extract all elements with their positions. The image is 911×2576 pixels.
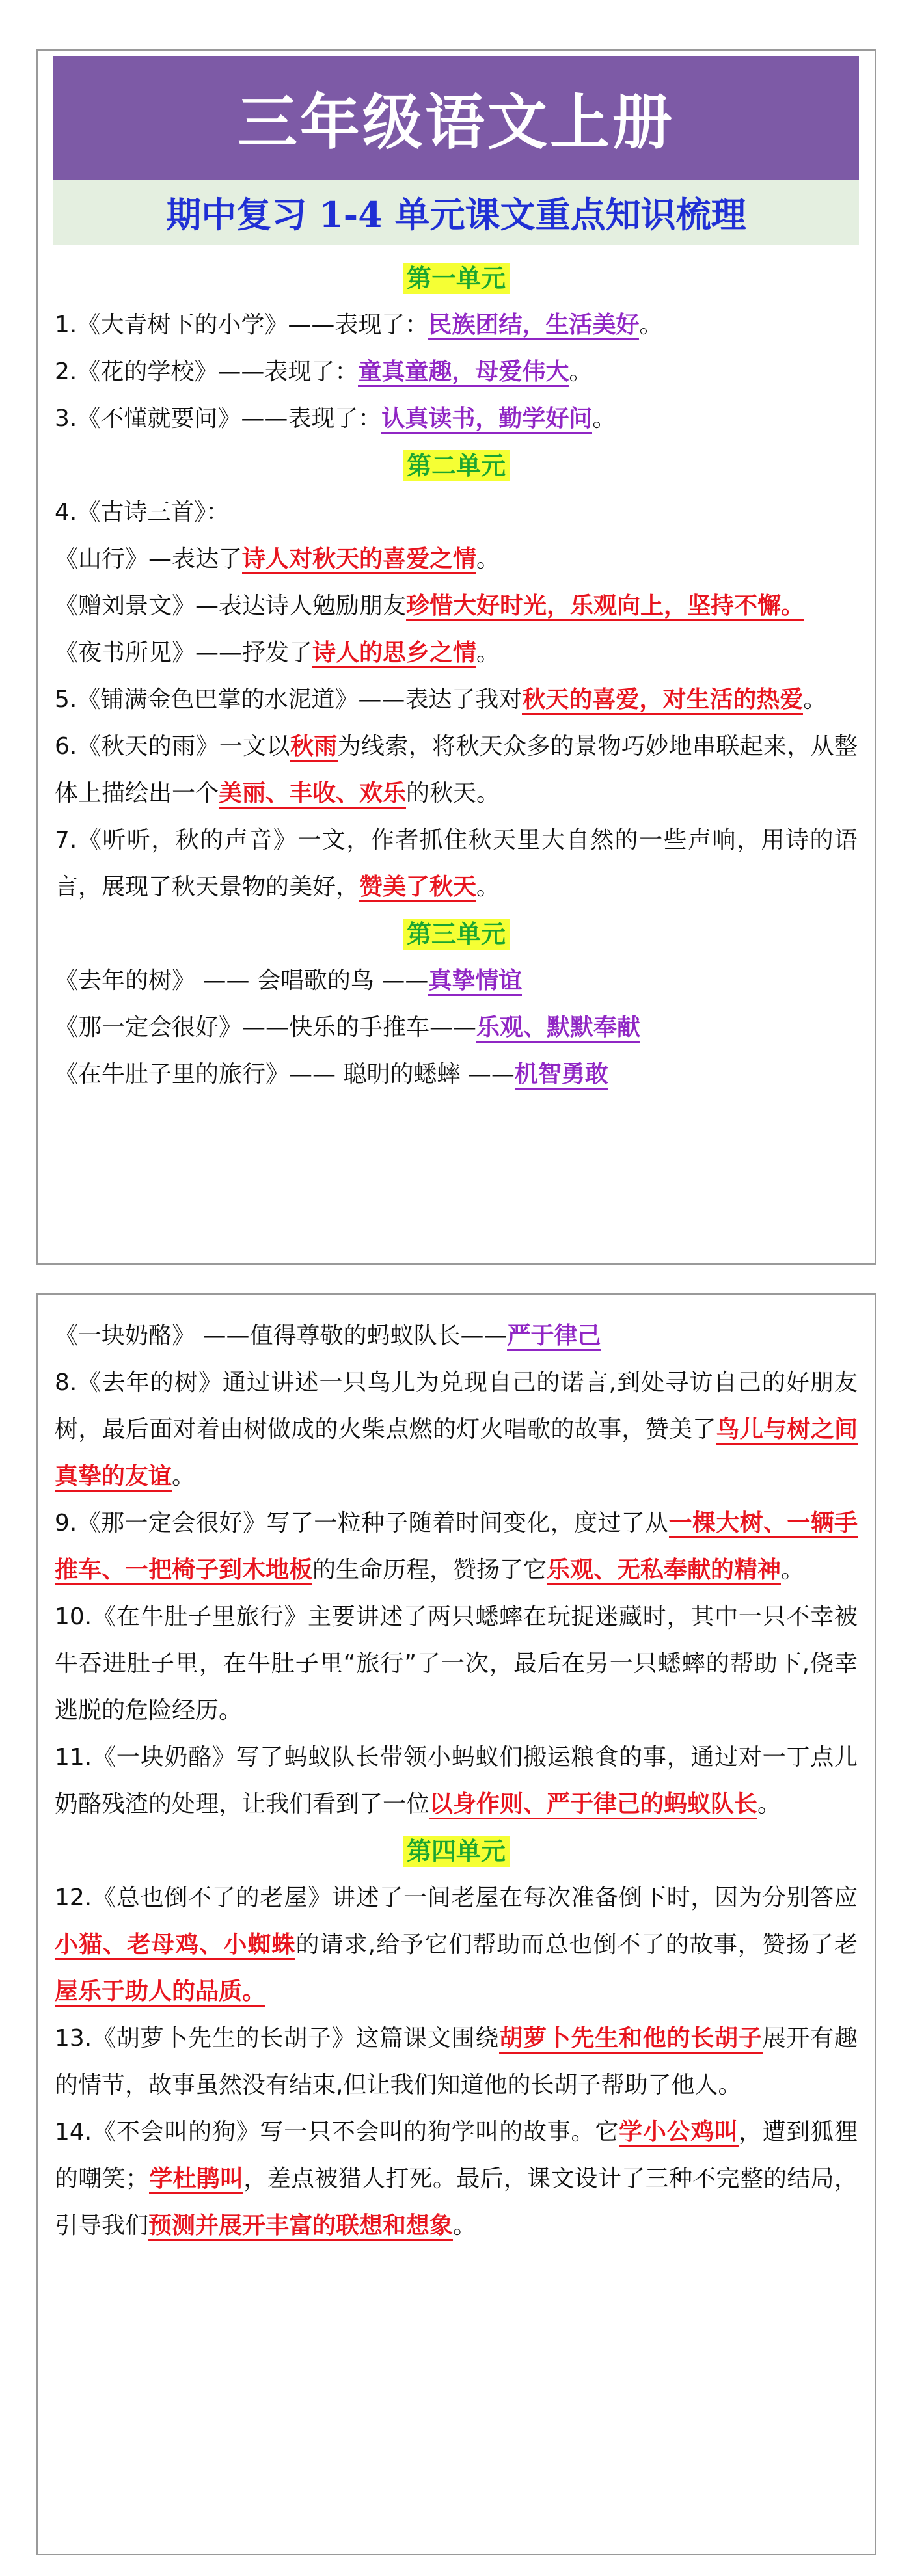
lesson-line: 《在牛肚子里的旅行》—— 聪明的蟋蟀 ——机智勇敢 — [55, 1051, 858, 1098]
lesson-line: 《一块奶酪》 ——值得尊敬的蚂蚁队长——严于律己 — [55, 1313, 858, 1360]
lesson-line: 11.《一块奶酪》写了蚂蚁队长带领小蚂蚁们搬运粮食的事，通过对一丁点儿奶酪残渣的处理，让我们看到了一位以身作则、严于律己的蚂蚁队长。 — [55, 1734, 858, 1828]
lesson-line: 8.《去年的树》通过讲述一只鸟儿为兑现自己的诺言,到处寻访自己的好朋友树，最后面对着由树做成的火柴点燃的灯火唱歌的故事，赞美了鸟儿与树之间真挚的友谊。 — [55, 1360, 858, 1500]
page-title: 三年级语文上册 — [53, 56, 859, 180]
lesson-line: 14.《不会叫的狗》写一只不会叫的狗学叫的故事。它学小公鸡叫，遭到狐狸的嘲笑；学杜鹃叫，差点被猎人打死。最后，课文设计了三种不完整的结局，引导我们预测并展开丰富的联想和想象。 — [55, 2109, 858, 2249]
summary-card-1 — [36, 49, 876, 1265]
lesson-line: 12.《总也倒不了的老屋》讲述了一间老屋在每次准备倒下时，因为分别答应小猫、老母鸡、小蜘蛛的请求,给予它们帮助而总也倒不了的故事，赞扬了老屋乐于助人的品质。 — [55, 1875, 858, 2015]
lesson-line: 1.《大青树下的小学》——表现了：民族团结，生活美好。 — [55, 302, 858, 349]
lesson-line: 10.《在牛肚子里旅行》主要讲述了两只蟋蟀在玩捉迷藏时，其中一只不幸被牛吞进肚子里，在牛肚子里“旅行”了一次，最后在另一只蟋蟀的帮助下,侥幸逃脱的危险经历。 — [55, 1603, 858, 1724]
lesson-line: 2.《花的学校》——表现了：童真童趣，母爱伟大。 — [55, 349, 858, 396]
page-subtitle: 期中复习 1-4 单元课文重点知识梳理 — [53, 180, 859, 245]
summary-card-2 — [36, 1293, 876, 2555]
unit-heading-4: 第四单元 — [55, 1828, 858, 1875]
lesson-line: 4.《古诗三首》： — [55, 499, 230, 526]
lesson-line: 《去年的树》 —— 会唱歌的鸟 ——真挚情谊 — [55, 958, 858, 1004]
lesson-line: 7.《听听，秋的声音》一文，作者抓住秋天里大自然的一些声响，用诗的语言，展现了秋天景物的美好，赞美了秋天。 — [55, 817, 858, 911]
lesson-line: 13.《胡萝卜先生的长胡子》这篇课文围绕胡萝卜先生和他的长胡子展开有趣的情节，故事虽然没有结束,但让我们知道他的长胡子帮助了他人。 — [55, 2025, 858, 2099]
lesson-line: 9.《那一定会很好》写了一粒种子随着时间变化，度过了从一棵大树、一辆手推车、一把椅子到木地板的生命历程，赞扬了它乐观、无私奉献的精神。 — [55, 1500, 858, 1594]
lesson-line: 《夜书所见》——抒发了诗人的思乡之情。 — [55, 630, 858, 677]
lesson-line: 《山行》—表达了诗人对秋天的喜爱之情。 — [55, 536, 858, 583]
lesson-line: 5.《铺满金色巴掌的水泥道》——表达了我对秋天的喜爱，对生活的热爱。 — [55, 677, 858, 723]
lesson-line: 《那一定会很好》——快乐的手推车——乐观、默默奉献 — [55, 1004, 858, 1051]
unit-heading-3: 第三单元 — [55, 911, 858, 958]
lesson-line: 《赠刘景文》—表达诗人勉励朋友珍惜大好时光，乐观向上，坚持不懈。 — [55, 583, 858, 630]
unit-heading-1: 第一单元 — [55, 255, 858, 302]
unit-heading-2: 第二单元 — [55, 442, 858, 489]
lesson-line: 6.《秋天的雨》一文以秋雨为线索，将秋天众多的景物巧妙地串联起来，从整体上描绘出一个美丽、丰收、欢乐的秋天。 — [55, 723, 858, 817]
lesson-line: 3.《不懂就要问》——表现了：认真读书，勤学好问。 — [55, 396, 858, 442]
